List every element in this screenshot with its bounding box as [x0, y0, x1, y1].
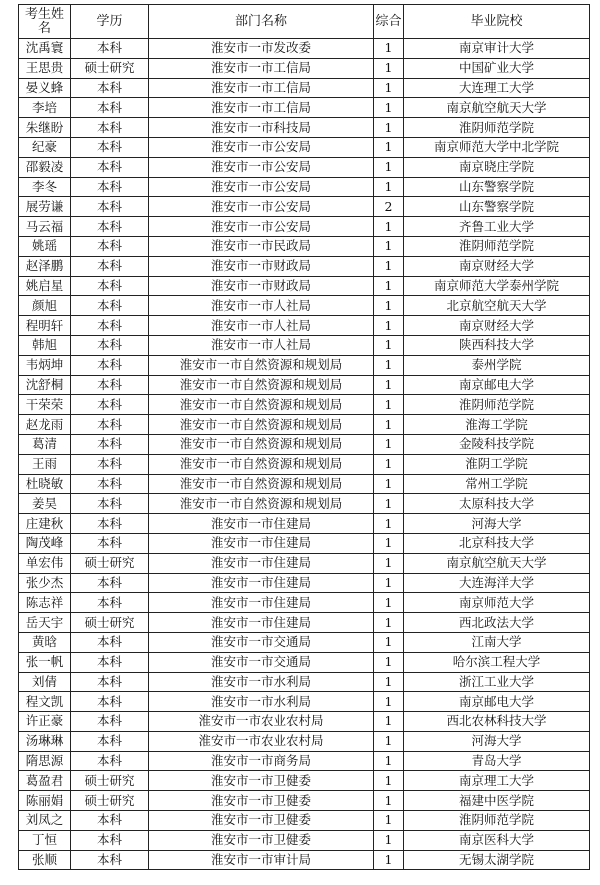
- table-row: [19, 573, 590, 593]
- composite-cell: 1: [374, 731, 404, 751]
- graduate-school-cell: 淮海工学院: [404, 415, 590, 435]
- candidate-name-cell: 杜晓敏: [19, 474, 71, 494]
- composite-cell: 1: [374, 454, 404, 474]
- department-cell: 淮安市一市交通局: [149, 652, 374, 672]
- department-cell: 淮安市一市人社局: [149, 296, 374, 316]
- education-cell: 本科: [71, 177, 149, 197]
- candidate-name-cell: 晏义蜂: [19, 78, 71, 98]
- education-cell: 本科: [71, 137, 149, 157]
- candidate-name-cell: 程文凯: [19, 692, 71, 712]
- composite-cell: 1: [374, 415, 404, 435]
- department-cell: 淮安市一市民政局: [149, 236, 374, 256]
- table-row: [19, 157, 590, 177]
- table-row: [19, 395, 590, 415]
- table-row: [19, 731, 590, 751]
- table-row: [19, 434, 590, 454]
- department-cell: 淮安市一市公安局: [149, 197, 374, 217]
- department-cell: 淮安市一市自然资源和规划局: [149, 494, 374, 514]
- composite-cell: 1: [374, 494, 404, 514]
- education-cell: 本科: [71, 276, 149, 296]
- candidate-name-cell: 沈舒桐: [19, 375, 71, 395]
- composite-cell: 1: [374, 771, 404, 791]
- composite-cell: 2: [374, 197, 404, 217]
- department-cell: 淮安市一市水利局: [149, 692, 374, 712]
- candidate-name-cell: 葛盈君: [19, 771, 71, 791]
- table-row: [19, 415, 590, 435]
- candidate-name-cell: 赵泽鹏: [19, 256, 71, 276]
- graduate-school-cell: 南京理工大学: [404, 771, 590, 791]
- graduate-school-cell: 浙江工业大学: [404, 672, 590, 692]
- education-cell: 本科: [71, 593, 149, 613]
- department-cell: 淮安市一市住建局: [149, 553, 374, 573]
- graduate-school-cell: 西北农林科技大学: [404, 712, 590, 732]
- department-cell: 淮安市一市自然资源和规划局: [149, 375, 374, 395]
- education-cell: 本科: [71, 118, 149, 138]
- composite-cell: 1: [374, 712, 404, 732]
- candidate-name-cell: 颜旭: [19, 296, 71, 316]
- table-row: [19, 58, 590, 78]
- education-cell: 本科: [71, 514, 149, 534]
- department-cell: 淮安市一市公安局: [149, 177, 374, 197]
- department-cell: 淮安市一市工信局: [149, 58, 374, 78]
- department-cell: 淮安市一市水利局: [149, 672, 374, 692]
- department-cell: 淮安市一市自然资源和规划局: [149, 415, 374, 435]
- candidate-name-cell: 陈丽娟: [19, 791, 71, 811]
- education-cell: 本科: [71, 712, 149, 732]
- candidate-name-cell: 朱继盼: [19, 118, 71, 138]
- candidate-name-cell: 单宏伟: [19, 553, 71, 573]
- graduate-school-cell: 齐鲁工业大学: [404, 217, 590, 237]
- composite-cell: 1: [374, 58, 404, 78]
- candidate-name-cell: 程明轩: [19, 316, 71, 336]
- education-cell: 本科: [71, 415, 149, 435]
- graduate-school-cell: 无锡太湖学院: [404, 850, 590, 870]
- candidate-table: [18, 4, 590, 870]
- table-row: [19, 632, 590, 652]
- composite-cell: 1: [374, 474, 404, 494]
- graduate-school-cell: 陕西科技大学: [404, 335, 590, 355]
- department-cell: 淮安市一市公安局: [149, 217, 374, 237]
- graduate-school-cell: 南京财经大学: [404, 256, 590, 276]
- header-graduate-school: 毕业院校: [404, 5, 590, 39]
- candidate-name-cell: 陶茂峰: [19, 533, 71, 553]
- graduate-school-cell: 河海大学: [404, 731, 590, 751]
- education-cell: 本科: [71, 830, 149, 850]
- composite-cell: 1: [374, 593, 404, 613]
- header-composite: 综合: [374, 5, 404, 39]
- department-cell: 淮安市一市自然资源和规划局: [149, 395, 374, 415]
- education-cell: 本科: [71, 454, 149, 474]
- table-row: [19, 474, 590, 494]
- candidate-name-cell: 王雨: [19, 454, 71, 474]
- composite-cell: 1: [374, 118, 404, 138]
- department-cell: 淮安市一市卫健委: [149, 830, 374, 850]
- table-row: [19, 197, 590, 217]
- department-cell: 淮安市一市人社局: [149, 316, 374, 336]
- department-cell: 淮安市一市商务局: [149, 751, 374, 771]
- candidate-name-cell: 黄晗: [19, 632, 71, 652]
- table-row: [19, 692, 590, 712]
- education-cell: 本科: [71, 78, 149, 98]
- graduate-school-cell: 南京邮电大学: [404, 375, 590, 395]
- candidate-name-cell: 展劳谦: [19, 197, 71, 217]
- graduate-school-cell: 淮阴师范学院: [404, 236, 590, 256]
- education-cell: 本科: [71, 533, 149, 553]
- graduate-school-cell: 南京审计大学: [404, 39, 590, 59]
- candidate-name-cell: 干荣荣: [19, 395, 71, 415]
- graduate-school-cell: 西北政法大学: [404, 613, 590, 633]
- composite-cell: 1: [374, 375, 404, 395]
- graduate-school-cell: 山东警察学院: [404, 177, 590, 197]
- graduate-school-cell: 南京邮电大学: [404, 692, 590, 712]
- department-cell: 淮安市一市科技局: [149, 118, 374, 138]
- composite-cell: 1: [374, 316, 404, 336]
- department-cell: 淮安市一市自然资源和规划局: [149, 474, 374, 494]
- candidate-name-cell: 陈志祥: [19, 593, 71, 613]
- candidate-name-cell: 马云福: [19, 217, 71, 237]
- department-cell: 淮安市一市工信局: [149, 98, 374, 118]
- education-cell: 本科: [71, 355, 149, 375]
- department-cell: 淮安市一市审计局: [149, 850, 374, 870]
- graduate-school-cell: 南京航空航天大学: [404, 98, 590, 118]
- table-row: [19, 39, 590, 59]
- table-row: [19, 375, 590, 395]
- composite-cell: 1: [374, 791, 404, 811]
- candidate-name-cell: 许正豪: [19, 712, 71, 732]
- table-row: [19, 316, 590, 336]
- table-row: [19, 811, 590, 831]
- education-cell: 本科: [71, 811, 149, 831]
- composite-cell: 1: [374, 276, 404, 296]
- composite-cell: 1: [374, 553, 404, 573]
- department-cell: 淮安市一市住建局: [149, 613, 374, 633]
- graduate-school-cell: 南京师范大学中北学院: [404, 137, 590, 157]
- table-row: [19, 652, 590, 672]
- candidate-name-cell: 葛清: [19, 434, 71, 454]
- education-cell: 硕士研究: [71, 553, 149, 573]
- table-row: [19, 276, 590, 296]
- education-cell: 本科: [71, 494, 149, 514]
- graduate-school-cell: 河海大学: [404, 514, 590, 534]
- graduate-school-cell: 北京科技大学: [404, 533, 590, 553]
- education-cell: 本科: [71, 296, 149, 316]
- table-row: [19, 296, 590, 316]
- department-cell: 淮安市一市自然资源和规划局: [149, 434, 374, 454]
- education-cell: 本科: [71, 474, 149, 494]
- graduate-school-cell: 南京师范大学: [404, 593, 590, 613]
- education-cell: 硕士研究: [71, 791, 149, 811]
- education-cell: 本科: [71, 692, 149, 712]
- education-cell: 本科: [71, 217, 149, 237]
- composite-cell: 1: [374, 296, 404, 316]
- table-row: [19, 236, 590, 256]
- education-cell: 本科: [71, 850, 149, 870]
- graduate-school-cell: 中国矿业大学: [404, 58, 590, 78]
- table-row: [19, 98, 590, 118]
- composite-cell: 1: [374, 137, 404, 157]
- graduate-school-cell: 太原科技大学: [404, 494, 590, 514]
- composite-cell: 1: [374, 811, 404, 831]
- graduate-school-cell: 南京财经大学: [404, 316, 590, 336]
- candidate-name-cell: 刘倩: [19, 672, 71, 692]
- department-cell: 淮安市一市财政局: [149, 256, 374, 276]
- graduate-school-cell: 福建中医学院: [404, 791, 590, 811]
- table-row: [19, 454, 590, 474]
- composite-cell: 1: [374, 157, 404, 177]
- graduate-school-cell: 南京医科大学: [404, 830, 590, 850]
- education-cell: 本科: [71, 197, 149, 217]
- composite-cell: 1: [374, 78, 404, 98]
- graduate-school-cell: 江南大学: [404, 632, 590, 652]
- candidate-name-cell: 赵龙雨: [19, 415, 71, 435]
- candidate-name-cell: 韩旭: [19, 335, 71, 355]
- composite-cell: 1: [374, 39, 404, 59]
- graduate-school-cell: 青岛大学: [404, 751, 590, 771]
- roster-document: [18, 4, 589, 870]
- composite-cell: 1: [374, 434, 404, 454]
- candidate-name-cell: 汤琳琳: [19, 731, 71, 751]
- education-cell: 硕士研究: [71, 771, 149, 791]
- candidate-name-cell: 张一帆: [19, 652, 71, 672]
- header-department: 部门名称: [149, 5, 374, 39]
- composite-cell: 1: [374, 395, 404, 415]
- table-header: [19, 5, 590, 39]
- education-cell: 硕士研究: [71, 613, 149, 633]
- table-row: [19, 791, 590, 811]
- education-cell: 本科: [71, 434, 149, 454]
- table-row: [19, 830, 590, 850]
- department-cell: 淮安市一市公安局: [149, 137, 374, 157]
- composite-cell: 1: [374, 514, 404, 534]
- candidate-name-cell: 隋思源: [19, 751, 71, 771]
- graduate-school-cell: 常州工学院: [404, 474, 590, 494]
- department-cell: 淮安市一市工信局: [149, 78, 374, 98]
- education-cell: 本科: [71, 731, 149, 751]
- candidate-name-cell: 张顺: [19, 850, 71, 870]
- table-row: [19, 672, 590, 692]
- graduate-school-cell: 南京晓庄学院: [404, 157, 590, 177]
- composite-cell: 1: [374, 236, 404, 256]
- candidate-name-cell: 张少杰: [19, 573, 71, 593]
- composite-cell: 1: [374, 335, 404, 355]
- department-cell: 淮安市一市公安局: [149, 157, 374, 177]
- candidate-name-cell: 王思贵: [19, 58, 71, 78]
- education-cell: 本科: [71, 316, 149, 336]
- candidate-name-cell: 姚瑶: [19, 236, 71, 256]
- department-cell: 淮安市一市卫健委: [149, 791, 374, 811]
- candidate-name-cell: 李冬: [19, 177, 71, 197]
- education-cell: 本科: [71, 335, 149, 355]
- header-education: 学历: [71, 5, 149, 39]
- graduate-school-cell: 淮阴师范学院: [404, 395, 590, 415]
- graduate-school-cell: 泰州学院: [404, 355, 590, 375]
- header-candidate-name: 考生姓名: [19, 5, 71, 39]
- table-row: [19, 771, 590, 791]
- candidate-name-cell: 刘凤之: [19, 811, 71, 831]
- department-cell: 淮安市一市自然资源和规划局: [149, 355, 374, 375]
- education-cell: 本科: [71, 98, 149, 118]
- composite-cell: 1: [374, 632, 404, 652]
- education-cell: 本科: [71, 632, 149, 652]
- table-row: [19, 494, 590, 514]
- education-cell: 本科: [71, 157, 149, 177]
- graduate-school-cell: 南京航空航天大学: [404, 553, 590, 573]
- department-cell: 淮安市一市财政局: [149, 276, 374, 296]
- education-cell: 本科: [71, 395, 149, 415]
- table-row: [19, 177, 590, 197]
- education-cell: 本科: [71, 751, 149, 771]
- candidate-name-cell: 庄建秋: [19, 514, 71, 534]
- graduate-school-cell: 金陵科技学院: [404, 434, 590, 454]
- graduate-school-cell: 淮阴师范学院: [404, 118, 590, 138]
- composite-cell: 1: [374, 850, 404, 870]
- candidate-name-cell: 纪豪: [19, 137, 71, 157]
- composite-cell: 1: [374, 830, 404, 850]
- table-row: [19, 514, 590, 534]
- graduate-school-cell: 北京航空航天大学: [404, 296, 590, 316]
- table-row: [19, 355, 590, 375]
- education-cell: 本科: [71, 573, 149, 593]
- table-row: [19, 118, 590, 138]
- composite-cell: 1: [374, 613, 404, 633]
- graduate-school-cell: 大连理工大学: [404, 78, 590, 98]
- composite-cell: 1: [374, 692, 404, 712]
- table-row: [19, 553, 590, 573]
- department-cell: 淮安市一市住建局: [149, 593, 374, 613]
- candidate-name-cell: 岳天宇: [19, 613, 71, 633]
- department-cell: 淮安市一市人社局: [149, 335, 374, 355]
- table-row: [19, 613, 590, 633]
- education-cell: 本科: [71, 652, 149, 672]
- candidate-name-cell: 姚启星: [19, 276, 71, 296]
- composite-cell: 1: [374, 98, 404, 118]
- education-cell: 硕士研究: [71, 58, 149, 78]
- table-row: [19, 751, 590, 771]
- candidate-name-cell: 丁恒: [19, 830, 71, 850]
- graduate-school-cell: 哈尔滨工程大学: [404, 652, 590, 672]
- department-cell: 淮安市一市住建局: [149, 514, 374, 534]
- education-cell: 本科: [71, 236, 149, 256]
- table-row: [19, 78, 590, 98]
- education-cell: 本科: [71, 256, 149, 276]
- candidate-name-cell: 姜昊: [19, 494, 71, 514]
- composite-cell: 1: [374, 573, 404, 593]
- table-row: [19, 712, 590, 732]
- composite-cell: 1: [374, 355, 404, 375]
- graduate-school-cell: 南京师范大学泰州学院: [404, 276, 590, 296]
- department-cell: 淮安市一市农业农村局: [149, 731, 374, 751]
- table-row: [19, 256, 590, 276]
- department-cell: 淮安市一市交通局: [149, 632, 374, 652]
- graduate-school-cell: 山东警察学院: [404, 197, 590, 217]
- department-cell: 淮安市一市自然资源和规划局: [149, 454, 374, 474]
- department-cell: 淮安市一市农业农村局: [149, 712, 374, 732]
- table-row: [19, 533, 590, 553]
- table-body: [19, 39, 590, 870]
- department-cell: 淮安市一市发改委: [149, 39, 374, 59]
- candidate-name-cell: 李培: [19, 98, 71, 118]
- composite-cell: 1: [374, 672, 404, 692]
- graduate-school-cell: 大连海洋大学: [404, 573, 590, 593]
- composite-cell: 1: [374, 177, 404, 197]
- education-cell: 本科: [71, 375, 149, 395]
- composite-cell: 1: [374, 751, 404, 771]
- department-cell: 淮安市一市住建局: [149, 573, 374, 593]
- education-cell: 本科: [71, 672, 149, 692]
- candidate-name-cell: 韦炳坤: [19, 355, 71, 375]
- department-cell: 淮安市一市住建局: [149, 533, 374, 553]
- composite-cell: 1: [374, 652, 404, 672]
- candidate-name-cell: 沈禹寰: [19, 39, 71, 59]
- table-row: [19, 593, 590, 613]
- composite-cell: 1: [374, 256, 404, 276]
- department-cell: 淮安市一市卫健委: [149, 771, 374, 791]
- candidate-name-cell: 邵毅凌: [19, 157, 71, 177]
- table-row: [19, 335, 590, 355]
- composite-cell: 1: [374, 217, 404, 237]
- header-row: [19, 5, 590, 39]
- education-cell: 本科: [71, 39, 149, 59]
- table-row: [19, 217, 590, 237]
- table-row: [19, 850, 590, 870]
- table-row: [19, 137, 590, 157]
- composite-cell: 1: [374, 533, 404, 553]
- department-cell: 淮安市一市卫健委: [149, 811, 374, 831]
- graduate-school-cell: 淮阴工学院: [404, 454, 590, 474]
- graduate-school-cell: 淮阴师范学院: [404, 811, 590, 831]
